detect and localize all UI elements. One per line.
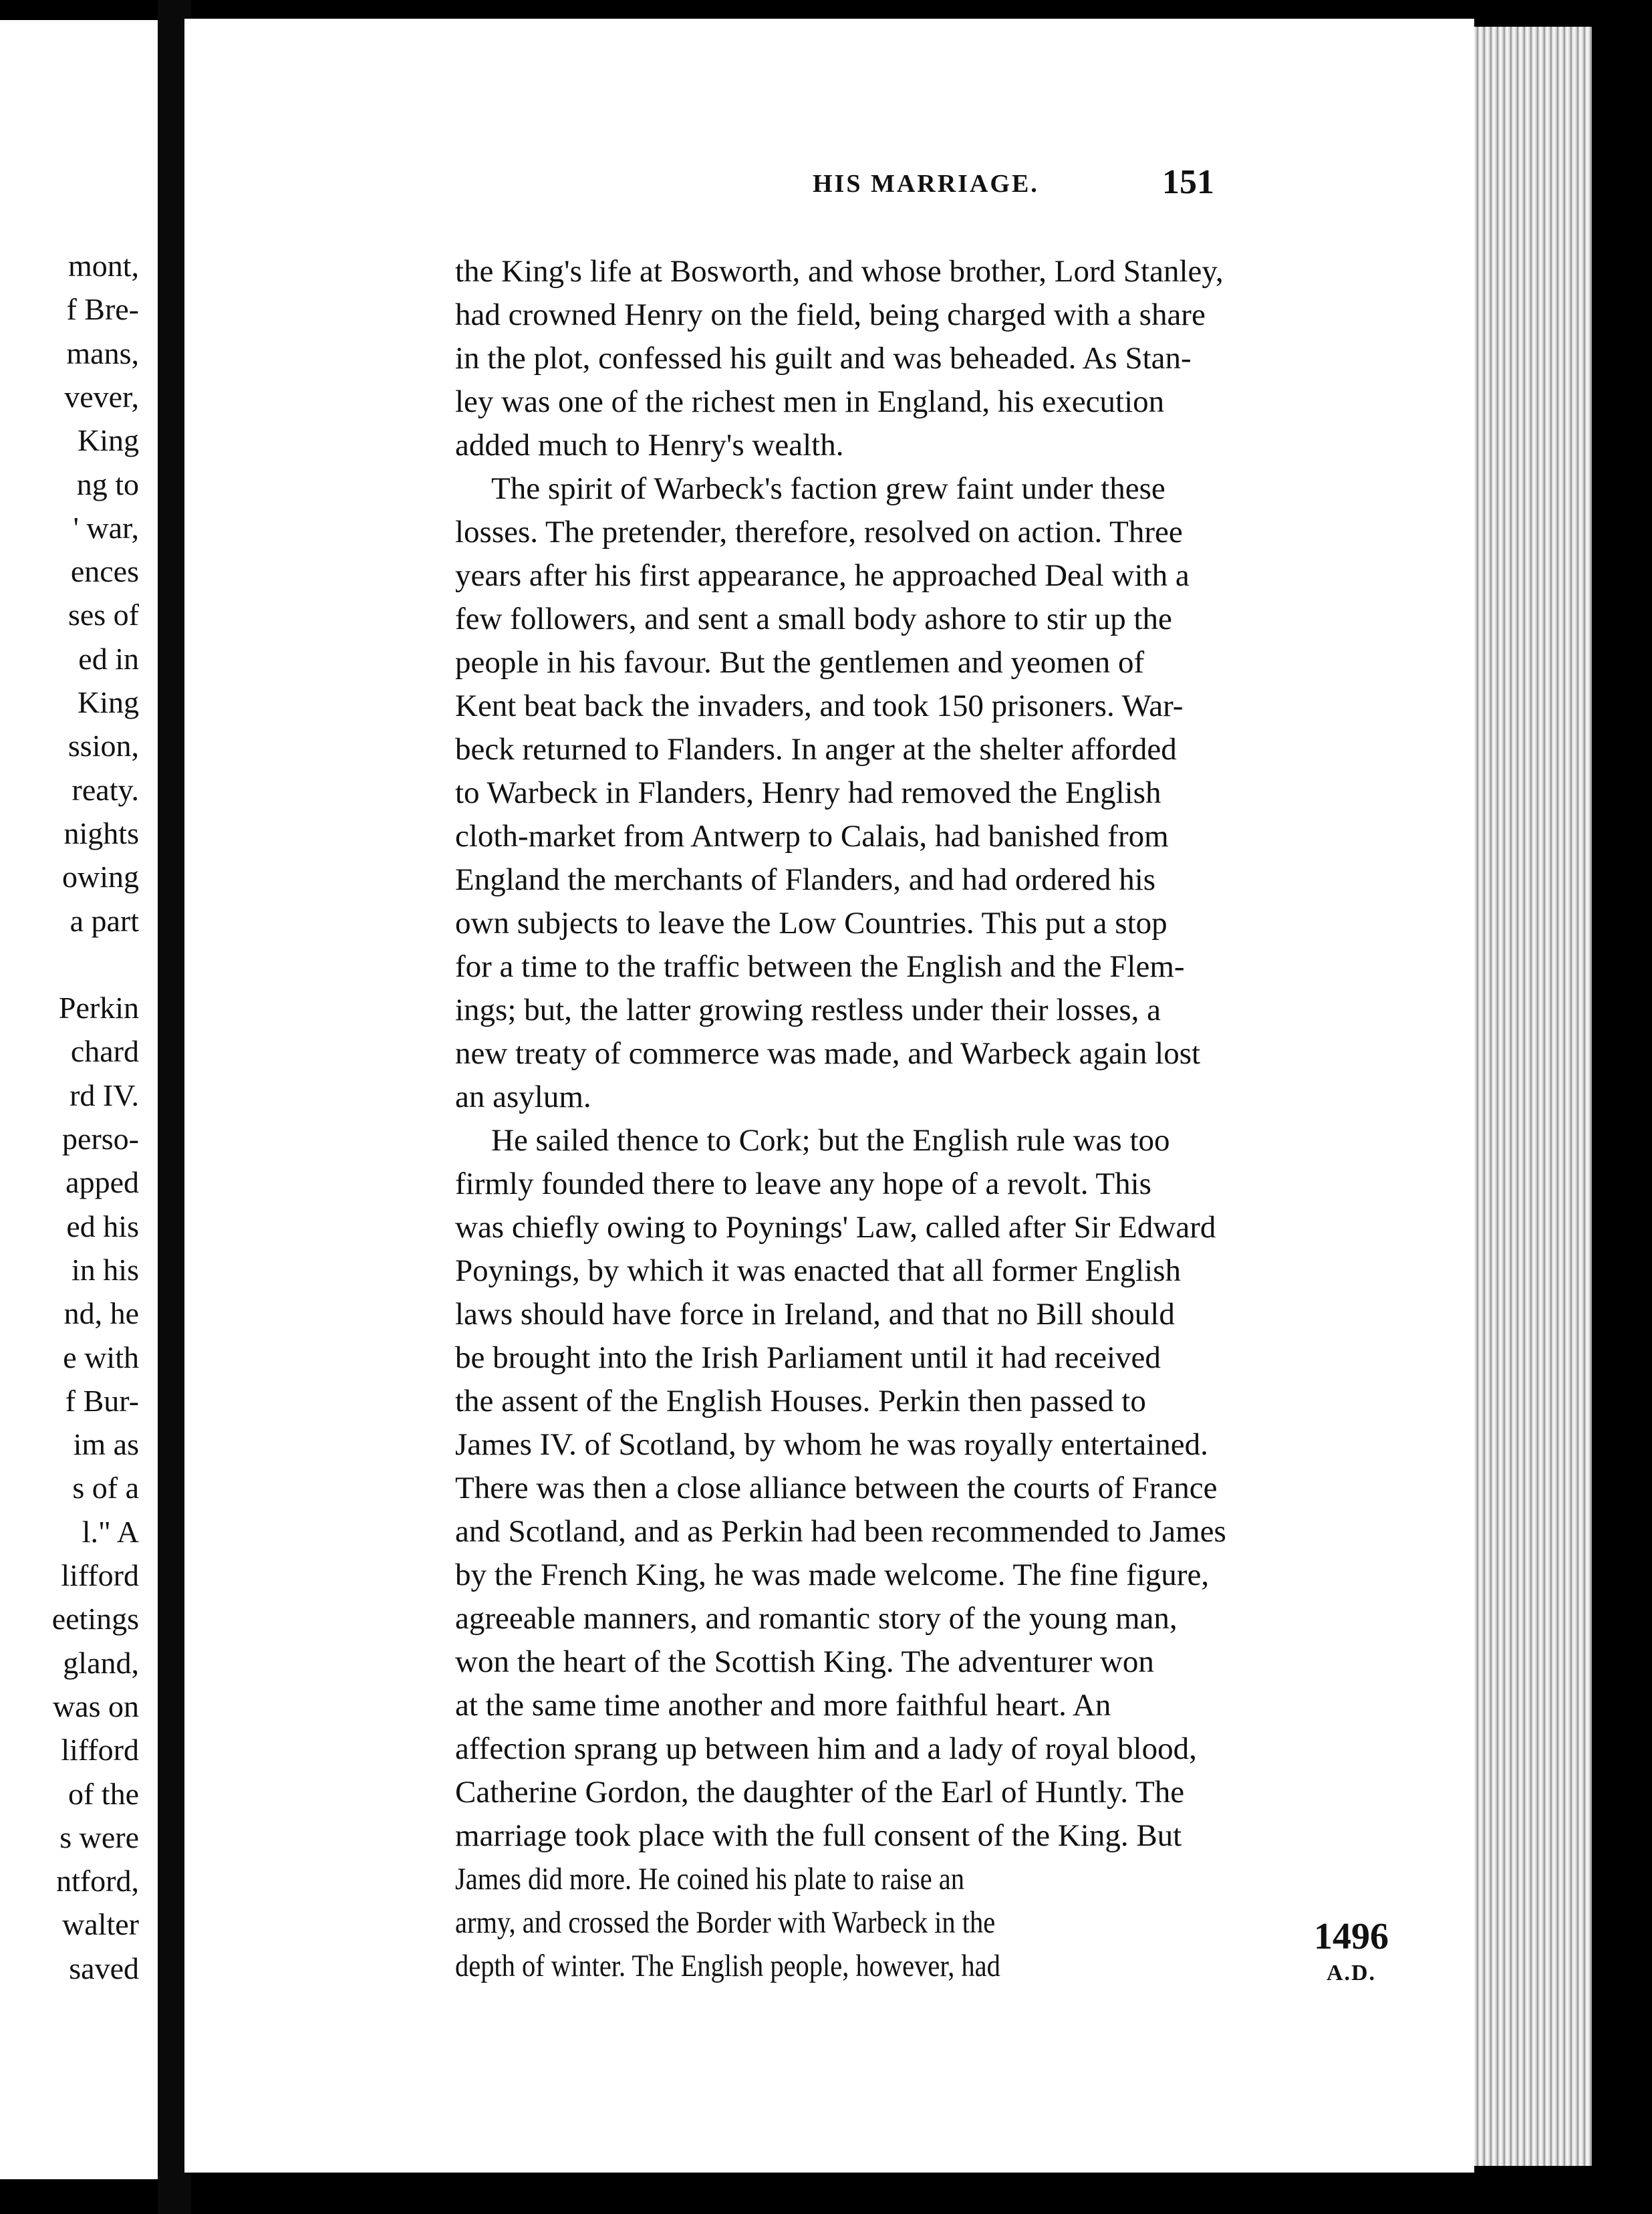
text-line: had crowned Henry on the field, being charged with a share	[455, 297, 1206, 332]
text-line: Kent beat back the invaders, and took 150 prisoners. War-	[455, 689, 1184, 723]
text-line: James did more. He coined his plate to raise an	[455, 1862, 965, 1896]
prev-page-line: ences	[70, 554, 139, 589]
text-line: in the plot, confessed his guilt and was beheaded. As Stan-	[455, 341, 1192, 376]
text-line: people in his favour. But the gentlemen and yeomen of	[455, 645, 1145, 680]
text-line: firmly founded there to leave any hope of a revolt. This	[455, 1166, 1151, 1201]
background-edge	[1592, 0, 1652, 2214]
prev-page-line: f Bur-	[65, 1383, 139, 1418]
text-line: James IV. of Scotland, by whom he was royally entertained.	[455, 1427, 1208, 1462]
body-text	[455, 250, 1417, 1988]
prev-page-line: owing	[62, 860, 139, 894]
text-line: was chiefly owing to Poynings' Law, called after Sir Edward	[455, 1210, 1216, 1245]
text-line: to Warbeck in Flanders, Henry had removed the English	[455, 775, 1161, 810]
prev-page-line: apped	[65, 1165, 139, 1200]
text-line: an asylum.	[455, 1080, 591, 1114]
running-head: HIS MARRIAGE.	[813, 170, 1039, 198]
text-line: losses. The pretender, therefore, resolved on action. Three	[455, 515, 1183, 549]
text-line: marriage took place with the full consent of the King. But	[455, 1818, 1182, 1853]
prev-page-line: ' war,	[73, 510, 139, 545]
prev-page-line: of the	[67, 1776, 139, 1811]
text-line: beck returned to Flanders. In anger at the shelter afforded	[455, 732, 1177, 767]
text-line: be brought into the Irish Parliament until it had received	[455, 1340, 1161, 1375]
text-line: few followers, and sent a small body ashore to stir up the	[455, 602, 1172, 636]
prev-page-line: ed in	[78, 641, 139, 676]
text-line: the King's life at Bosworth, and whose brother, Lord Stanley,	[455, 254, 1224, 289]
prev-page-line: vever,	[64, 379, 139, 414]
text-line: laws should have force in Ireland, and that no Bill should	[455, 1297, 1175, 1332]
prev-page-line: Perkin	[58, 991, 139, 1025]
text-line: the assent of the English Houses. Perkin then passed to	[455, 1384, 1146, 1419]
prev-page-line: reaty.	[72, 772, 139, 807]
prev-page-line: was on	[52, 1689, 139, 1723]
prev-page-line: saved	[69, 1951, 139, 1985]
text-line: new treaty of commerce was made, and Warbeck again lost	[455, 1036, 1201, 1071]
prev-page-line: s were	[59, 1820, 139, 1854]
text-line: for a time to the traffic between the English and the Flem-	[455, 949, 1185, 984]
marginal-date-note	[1314, 1915, 1389, 1988]
prev-page-line: mont,	[67, 249, 139, 283]
prev-page-line: chard	[70, 1034, 139, 1069]
text-line: affection sprang up between him and a lady of royal blood,	[455, 1731, 1197, 1766]
prev-page-line: ed his	[66, 1209, 139, 1243]
prev-page-line: ng to	[76, 467, 139, 501]
prev-page-line: l." A	[82, 1514, 139, 1549]
prev-page-line: ssion,	[67, 729, 139, 763]
marginal-year: 1496	[1314, 1916, 1389, 1957]
text-line: by the French King, he was made welcome. The fine figure,	[455, 1558, 1210, 1592]
prev-page-line: s of a	[72, 1471, 139, 1505]
text-line: at the same time another and more faithful heart. An	[455, 1688, 1111, 1723]
prev-page-line: nights	[63, 816, 139, 850]
book-page	[184, 19, 1474, 2173]
text-line: The spirit of Warbeck's faction grew faint under these	[491, 471, 1165, 506]
page-edges	[1474, 27, 1592, 2166]
marginal-era: A.D.	[1326, 1961, 1377, 1985]
text-line: own subjects to leave the Low Countries. This put a stop	[455, 906, 1167, 941]
text-line: cloth-market from Antwerp to Calais, had banished from	[455, 819, 1169, 854]
prev-page-line: perso-	[62, 1122, 139, 1156]
text-line: army, and crossed the Border with Warbeck in the	[455, 1905, 996, 1940]
prev-page-line: lifford	[61, 1733, 139, 1767]
prev-page-line: a part	[70, 903, 139, 938]
prev-page-line: rd IV.	[70, 1078, 139, 1112]
text-line: He sailed thence to Cork; but the English rule was too	[491, 1123, 1170, 1158]
prev-page-line: lifford	[61, 1558, 139, 1592]
prev-page-line: gland,	[63, 1645, 139, 1680]
prev-page-line: f Bre-	[66, 292, 139, 327]
prev-page-line: eetings	[51, 1602, 139, 1636]
text-line: Poynings, by which it was enacted that all former English	[455, 1253, 1182, 1288]
prev-page-line: ntford,	[56, 1864, 139, 1898]
prev-page-line: walter	[62, 1907, 139, 1942]
text-line: England the merchants of Flanders, and had ordered his	[455, 862, 1156, 897]
prev-page-line: King	[78, 685, 139, 719]
prev-page-line: nd, he	[63, 1296, 139, 1331]
prev-page-line: ses of	[67, 598, 139, 632]
prev-page-line: King	[78, 423, 139, 458]
text-line: depth of winter. The English people, however, had	[455, 1949, 1000, 1983]
prev-page-line: im as	[73, 1427, 139, 1462]
text-line: There was then a close alliance between the courts of France	[455, 1471, 1218, 1505]
text-line: years after his first appearance, he approached Deal with a	[455, 558, 1190, 593]
text-line: won the heart of the Scottish King. The adventurer won	[455, 1644, 1154, 1679]
text-line: Catherine Gordon, the daughter of the Earl of Huntly. The	[455, 1775, 1185, 1810]
prev-page-line: e with	[63, 1340, 139, 1374]
previous-page	[0, 20, 158, 2179]
text-line: and Scotland, and as Perkin had been recommended to James	[455, 1514, 1226, 1549]
text-line: ley was one of the richest men in England, his execution	[455, 384, 1165, 419]
text-line: added much to Henry's wealth.	[455, 428, 844, 463]
prev-page-line: in his	[72, 1252, 139, 1287]
text-line: ings; but, the latter growing restless under their losses, a	[455, 993, 1161, 1027]
page-number: 151	[1162, 163, 1214, 201]
prev-page-line: mans,	[66, 336, 139, 370]
text-line: agreeable manners, and romantic story of the young man,	[455, 1601, 1178, 1636]
